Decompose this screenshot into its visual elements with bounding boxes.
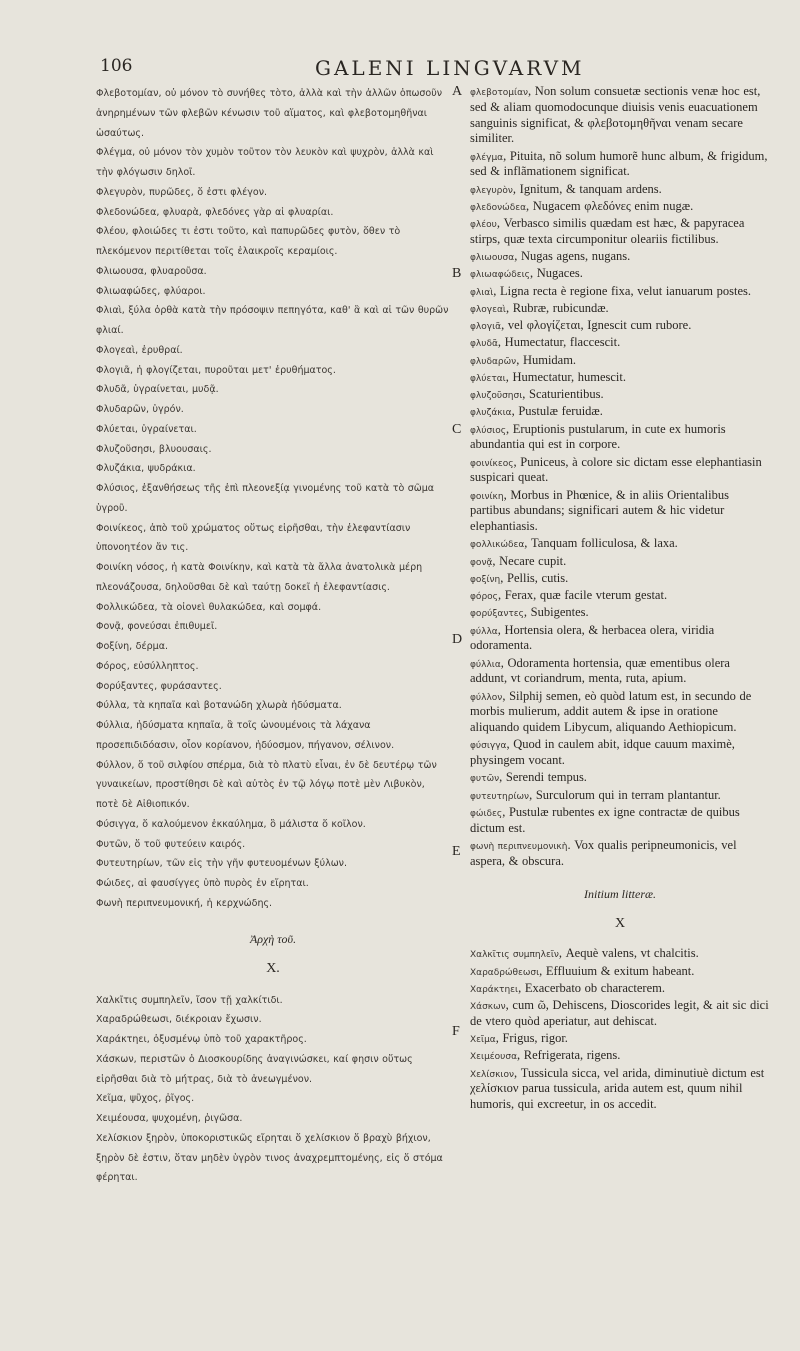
entry-gloss: , Pustulæ rubentes ex igne contractæ de quibus dictum est.: [470, 804, 740, 835]
latin-entry: [470, 998, 770, 1030]
latin-entry: [470, 335, 770, 351]
greek-entry: Χειμέουσα, ψυχομένη, ῥιγῶσα.: [96, 1113, 243, 1124]
greek-entry: Φυτῶν, ὅ τοῦ φυτεύειν καιρός.: [96, 838, 246, 850]
greek-column: [96, 84, 450, 1188]
latin-entry: [470, 946, 770, 962]
margin-letter: C: [452, 422, 462, 437]
entry-gloss: , Nugaces.: [529, 266, 583, 281]
greek-entry: Φλυζάκια, ψυδράκια.: [96, 463, 196, 475]
latin-entry: [470, 981, 770, 997]
greek-entry: Χελίσκιον ξηρὸν, ὑποκοριστικῶς εἴρηται ὅ χελίσκιον ὅ βραχὺ βήχιον, ξηρὸν δὲ ἐστιν, ὅταν μηδὲν ὑγρὸν τινος ἀναχρεμπτομένης, εἰς ὅ στόμα φέρηται.: [96, 1132, 443, 1184]
entry-gloss: , Refrigerata, rigens.: [517, 1048, 621, 1063]
entry-lemma: φλύεται: [470, 373, 506, 384]
greek-entry: Φοινίκεος, ἀπὸ τοῦ χρώματος οὕτως εἰρῆσθαι, τὴν ἐλεφαντίασιν ὑπονοητέον ἄν τις.: [96, 522, 411, 554]
greek-entry: Φλιωαφώδες, φλύαροι.: [96, 285, 206, 297]
latin-entry: [470, 353, 770, 369]
margin-letter: E: [452, 844, 461, 859]
entry-lemma: φυτευτηρίων: [470, 791, 530, 802]
entry-lemma: Χαλκῖτις συμπηλεῖν: [470, 950, 559, 961]
latin-entry: [470, 266, 770, 282]
entry-lemma: φλογεαὶ: [470, 304, 506, 315]
greek-entry: Φορύξαντες, φυράσαντες.: [96, 680, 222, 692]
greek-entry: Φλέου, φλοιώδες τι ἐστι τοῦτο, καὶ παπυρῶδες φυτὸν, ὅθεν τὸ πλεκόμενον περιτίθεται τοῖς ἐλαικροῖς κεραμίοις.: [96, 226, 401, 257]
greek-entry: Χαλκῖτις συμπηλεῖν, ἴσον τῇ χαλκίτιδι.: [96, 994, 283, 1006]
entry-gloss: , Effluuium & exitum habeant.: [539, 963, 695, 978]
entry-lemma: Χαράκτηει: [470, 984, 519, 995]
latin-column: [470, 84, 770, 1114]
latin-entry: [470, 216, 770, 248]
entry-gloss: , Morbus in Phœnice, & in aliis Orientalibus partibus abundans; significari autem & hic videtur elephantiasis.: [470, 487, 729, 533]
greek-entry: Φοινίκη νόσος, ἡ κατὰ Φοινίκην, καὶ κατὰ τὰ ἄλλα ἀνατολικὰ μέρη πλεονάζουσα, δηλοῦσθαι δὲ καὶ ταύτῃ δοκεῖ ἡ ἐλεφαντίασις.: [96, 562, 423, 593]
entry-lemma: φόρος: [470, 592, 498, 602]
entry-gloss: , Scaturientibus.: [522, 387, 604, 401]
entry-lemma: φοινίκη: [470, 491, 504, 502]
entry-lemma: Χαραδρώθεωσι: [470, 967, 540, 978]
greek-entry: Φλογιᾶ, ἡ φλογίζεται, πυροῦται μετ' ἐρυθήματος.: [96, 364, 336, 376]
entry-gloss: , Aequè valens, vt chalcitis.: [558, 946, 699, 961]
latin-entry: [470, 689, 770, 736]
entry-gloss: , Humectatur, humescit.: [505, 369, 626, 384]
greek-entry: Φλεβοτομίαν, οὐ μόνον τὸ συνήθες τὸτο, ἀλλὰ καὶ τὴν ἀλλῶν ὁπωσοῦν ἀνηρημένων τῶν φλεβῶν κένωσιν τοῦ αἵματος, καὶ φλεβοτομηθῆναι ὡσαύτως.: [96, 88, 443, 139]
entry-lemma: φοξίνη: [470, 574, 501, 585]
entry-lemma: φυτῶν: [470, 774, 500, 785]
entry-gloss: , Necare cupit.: [492, 553, 567, 568]
greek-entry: Φλυδαρῶν, ὑγρόν.: [96, 404, 184, 415]
entry-lemma: Χάσκων: [470, 1002, 506, 1012]
entry-gloss: , Odoramenta hortensia, quæ ementibus olera addunt, vt coriandrum, menta, ruta, apium.: [470, 655, 730, 686]
greek-entry: Φύλλα, τὰ κηπαῖα καὶ βοτανώδη χλωρὰ ἡδύσματα.: [96, 700, 342, 712]
entry-lemma: φλεβοτομίαν: [470, 88, 529, 98]
entry-gloss: , Tussicula sicca, vel arida, diminutiuè dictum est χελίσκιον parua tussicula, arida autem est, quum nihil humoris, qui excreetur, in os accedit.: [470, 1065, 765, 1111]
entry-gloss: , Pituita, nõ solum humorẽ hunc album, & frigidum, sed & inflãmationem significat.: [470, 148, 768, 179]
entry-lemma: φονᾷ: [470, 557, 493, 568]
greek-entry: Φλογεαὶ, ἐρυθραί.: [96, 344, 183, 356]
entry-gloss: , Ferax, quæ facile vterum gestat.: [497, 588, 668, 602]
entry-lemma: φλεγυρὸν: [470, 185, 513, 196]
margin-letter: D: [452, 632, 463, 647]
entry-gloss: , Puniceus, à colore sic dictam esse elephantiasin suspicari queat.: [470, 454, 762, 485]
greek-entry: Φωνὴ περιπνευμονική, ἡ κερχνώδης.: [96, 897, 273, 909]
margin-letter: B: [452, 266, 462, 281]
entry-lemma: φύλλια: [470, 659, 501, 670]
latin-entry: [470, 422, 770, 454]
greek-section-letter: Χ.: [266, 960, 280, 976]
entry-lemma: φορύξαντες: [470, 609, 524, 620]
entry-gloss: , Humectatur, flaccescit.: [497, 335, 621, 350]
latin-entry: [470, 1031, 770, 1047]
entry-lemma: φλογιᾶ: [470, 322, 502, 332]
latin-section-letter: X: [614, 916, 626, 932]
greek-entry: Φλέγμα, οὐ μόνον τὸν χυμὸν τοῦτον τὸν λευκὸν καὶ ψυχρὸν, ἀλλὰ καὶ τὴν φλόγωσιν δηλοῖ.: [96, 147, 434, 178]
latin-entry: [470, 318, 770, 334]
entry-gloss: , Humidam.: [516, 352, 577, 367]
latin-entry: [470, 536, 770, 552]
greek-entry: Φοξίνη, δέρμα.: [96, 641, 168, 652]
latin-entry: [470, 623, 770, 655]
latin-entry: [470, 964, 770, 980]
page-number: 106: [100, 56, 133, 76]
entry-gloss: , Frigus, rigor.: [495, 1031, 568, 1045]
entry-gloss: , cum ῶ, Dehiscens, Dioscorides legit, & ait sic dici de vtero quòd aperiatur, aut dehiscat.: [470, 998, 769, 1028]
latin-entry: [470, 554, 770, 570]
greek-entry: Χάσκων, περιστῶν ὁ Διοσκουρίδης ἀναγινώσκει, καί φησιν οὕτως εἰρῆσθαι διὰ τὸ μήτρας, διὰ τὸ ἀνεωγμένον.: [96, 1053, 413, 1085]
entry-lemma: φωνὴ περιπνευμονικὴ: [470, 841, 568, 852]
latin-entry: [470, 370, 770, 386]
latin-entry: [470, 838, 770, 870]
greek-entry: Φλιαὶ, ξύλα ὀρθὰ κατὰ τὴν πρόσοψιν πεπηγότα, καθ' ἃ καὶ αἱ τῶν θυρῶν φλιαί.: [96, 305, 449, 336]
entry-gloss: , Silphij semen, eò quòd latum est, in secundo de morbis mulierum, addit autem & ipse in oratione aliquando quidem Libycum, aliquando Aethiopicum.: [470, 688, 752, 734]
entry-lemma: φλεδονώδεα: [470, 202, 527, 213]
latin-entry: [470, 284, 770, 300]
greek-entry: Φλυδᾶ, ὑγραίνεται, μυδᾷ.: [96, 384, 219, 396]
entry-gloss: , Nugacem φλεδόνες enim nugæ.: [526, 198, 694, 213]
entry-lemma: φλέου: [470, 220, 497, 230]
greek-entry: Φώιδες, αἱ φαυσίγγες ὑπὸ πυρὸς ἐν εἴρηται.: [96, 878, 309, 889]
entry-gloss: , Eruptionis pustularum, in cute ex humoris abundantia qui est in corpore.: [470, 421, 726, 452]
page-header: [100, 56, 700, 86]
latin-entry: [470, 1048, 770, 1064]
entry-lemma: φύλλα: [470, 626, 498, 637]
entry-gloss: , Quod in caulem abit, idque cauum maximè, physingem vocant.: [470, 737, 735, 767]
latin-entry: [470, 199, 770, 215]
greek-entry: Φλεγυρὸν, πυρῶδες, ὅ ἐστι φλέγον.: [96, 186, 268, 198]
entry-lemma: φλυδᾶ: [470, 339, 498, 350]
entry-lemma: φλύσιος: [470, 425, 507, 436]
latin-entry: [470, 301, 770, 317]
latin-initium-heading: Initium litteræ.: [584, 887, 656, 902]
entry-gloss: , Ignitum, & tanquam ardens.: [512, 181, 662, 196]
greek-entry: Φολλικώδεα, τὰ οἱονεὶ θυλακώδεα, καὶ σομφά.: [96, 601, 322, 613]
greek-entry: Φύσιγγα, ὅ καλούμενον ἐκκαύλημα, ὃ μάλιστα ὅ κοῖλον.: [96, 818, 366, 830]
entry-lemma: φοινίκεος: [470, 458, 514, 469]
latin-entry: [470, 488, 770, 535]
entry-lemma: φλυδαρῶν: [470, 356, 517, 367]
greek-entry: Φονᾷ, φονεύσαι ἐπιθυμεῖ.: [96, 621, 218, 633]
latin-entry: [470, 737, 770, 769]
entry-lemma: φλυζοῦσησι: [470, 391, 523, 401]
latin-entry: [470, 1066, 770, 1113]
entry-lemma: φύλλον: [470, 692, 503, 703]
entry-lemma: Χειμέουσα: [470, 1052, 518, 1063]
entry-gloss: , Surculorum qui in terram plantantur.: [529, 787, 721, 802]
greek-entry: Χαραδρώθεωσι, διέκροιαν ἔχωσιν.: [96, 1014, 262, 1026]
entry-gloss: , Pellis, cutis.: [500, 570, 569, 585]
latin-entry: [470, 84, 770, 147]
latin-entry: [470, 588, 770, 604]
greek-entry: Χαράκτηει, ὀξυσμένῳ ὑπὸ τοῦ χαρακτῆρος.: [96, 1034, 307, 1045]
entry-gloss: , Exacerbato ob characterem.: [518, 980, 665, 995]
entry-lemma: Χεῖμα: [470, 1035, 496, 1045]
greek-entry: Φλύεται, ὑγραίνεται.: [96, 423, 197, 435]
greek-entry: Φόρος, εὐσύλληπτος.: [96, 660, 199, 672]
latin-entry: [470, 149, 770, 181]
latin-entry: [470, 788, 770, 804]
latin-entry: [470, 656, 770, 688]
greek-initium-heading: Ἀρχὴ τοῦ.: [249, 931, 297, 946]
greek-entry: Φλεδονώδεα, φλυαρὰ, φλεδόνες γὰρ αἱ φλυαρίαι.: [96, 206, 334, 218]
entry-gloss: , Rubræ, rubicundæ.: [505, 300, 609, 315]
entry-lemma: φλιωαφώδεις: [470, 270, 530, 281]
entry-gloss: , Verbasco similis quædam est hæc, & papyracea stirps, quæ texta circumponitur oleariis fictilibus.: [470, 216, 745, 246]
entry-lemma: φύσιγγα: [470, 741, 507, 752]
latin-entry: [470, 387, 770, 403]
entry-lemma: φώιδες: [470, 808, 503, 819]
running-head: GALENI LINGVARVM: [315, 56, 585, 80]
greek-entry: Φύλλον, ὅ τοῦ σιλφίου σπέρμα, διὰ τὸ πλατὺ εἶναι, ἐν δὲ δευτέρῳ τῶν γυναικείων, προστίθησι δὲ καὶ αὐτὸς ἐν τῷ λόγῳ ποτὲ μὲν Λιβυκὸν, ποτὲ δὲ Αἰθιοπικόν.: [96, 759, 437, 810]
entry-lemma: φλέγμα: [470, 152, 504, 163]
margin-letter: F: [452, 1024, 460, 1039]
entry-lemma: Χελίσκιον: [470, 1069, 514, 1080]
greek-entry: Φλυζοῦσησι, βλυουσαις.: [96, 443, 212, 455]
entry-gloss: , vel φλογίζεται, Ignescit cum rubore.: [501, 318, 692, 332]
greek-entry: Φλιωουσα, φλυαροῦσα.: [96, 265, 207, 277]
latin-entry: [470, 249, 770, 265]
entry-gloss: , Nugas agens, nugans.: [514, 249, 631, 263]
latin-entry: [470, 770, 770, 786]
entry-lemma: φολλικώδεα: [470, 540, 525, 551]
entry-gloss: . Vox qualis peripneumonicis, vel aspera, & obscura.: [470, 837, 737, 868]
latin-entry: [470, 455, 770, 487]
entry-lemma: φλυζάκια: [470, 408, 512, 419]
latin-entry: [470, 805, 770, 837]
entry-gloss: , Hortensia olera, & herbacea olera, viridia odoramenta.: [470, 622, 715, 653]
margin-letter: A: [452, 84, 463, 99]
entry-gloss: , Pustulæ feruidæ.: [511, 404, 603, 419]
latin-entry: [470, 605, 770, 621]
greek-entry: Φυτευτηρίων, τῶν εἰς τὴν γῆν φυτευομένων ξύλων.: [96, 858, 347, 870]
entry-gloss: , Serendi tempus.: [499, 770, 587, 785]
latin-entry: [470, 404, 770, 420]
entry-gloss: , Tanquam folliculosa, & laxa.: [524, 536, 678, 551]
greek-entry: Φλύσιος, ἐξανθήσεως τῆς ἐπὶ πλεονεξίᾳ γινομένης τοῦ κατὰ τὸ σῶμα ὑγροῦ.: [96, 483, 435, 514]
entry-gloss: , Subigentes.: [523, 605, 589, 620]
entry-gloss: , Non solum consuetæ sectionis venæ hoc est, sed & aliam quomodocunque diuisis venis euacuationem sanguinis significat, & φλεβοτομηθῆναι venam secare similiter.: [470, 84, 761, 146]
entry-lemma: φλιωουσα: [470, 253, 515, 263]
greek-entry: Χεῖμα, ψῦχος, ῥῖγος.: [96, 1093, 195, 1105]
greek-entry: Φύλλια, ἡδύσματα κηπαῖα, ἃ τοῖς ὠνουμένοις τὰ λάχανα προσεπιδιδόασιν, οἷον κορίανον, ἡδύοσμον, πήγανον, σέλινον.: [96, 720, 395, 751]
latin-entry: [470, 182, 770, 198]
entry-gloss: , Ligna recta è regione fixa, velut ianuarum postes.: [493, 283, 752, 298]
latin-entry: [470, 571, 770, 587]
entry-lemma: φλιαὶ: [470, 287, 494, 298]
